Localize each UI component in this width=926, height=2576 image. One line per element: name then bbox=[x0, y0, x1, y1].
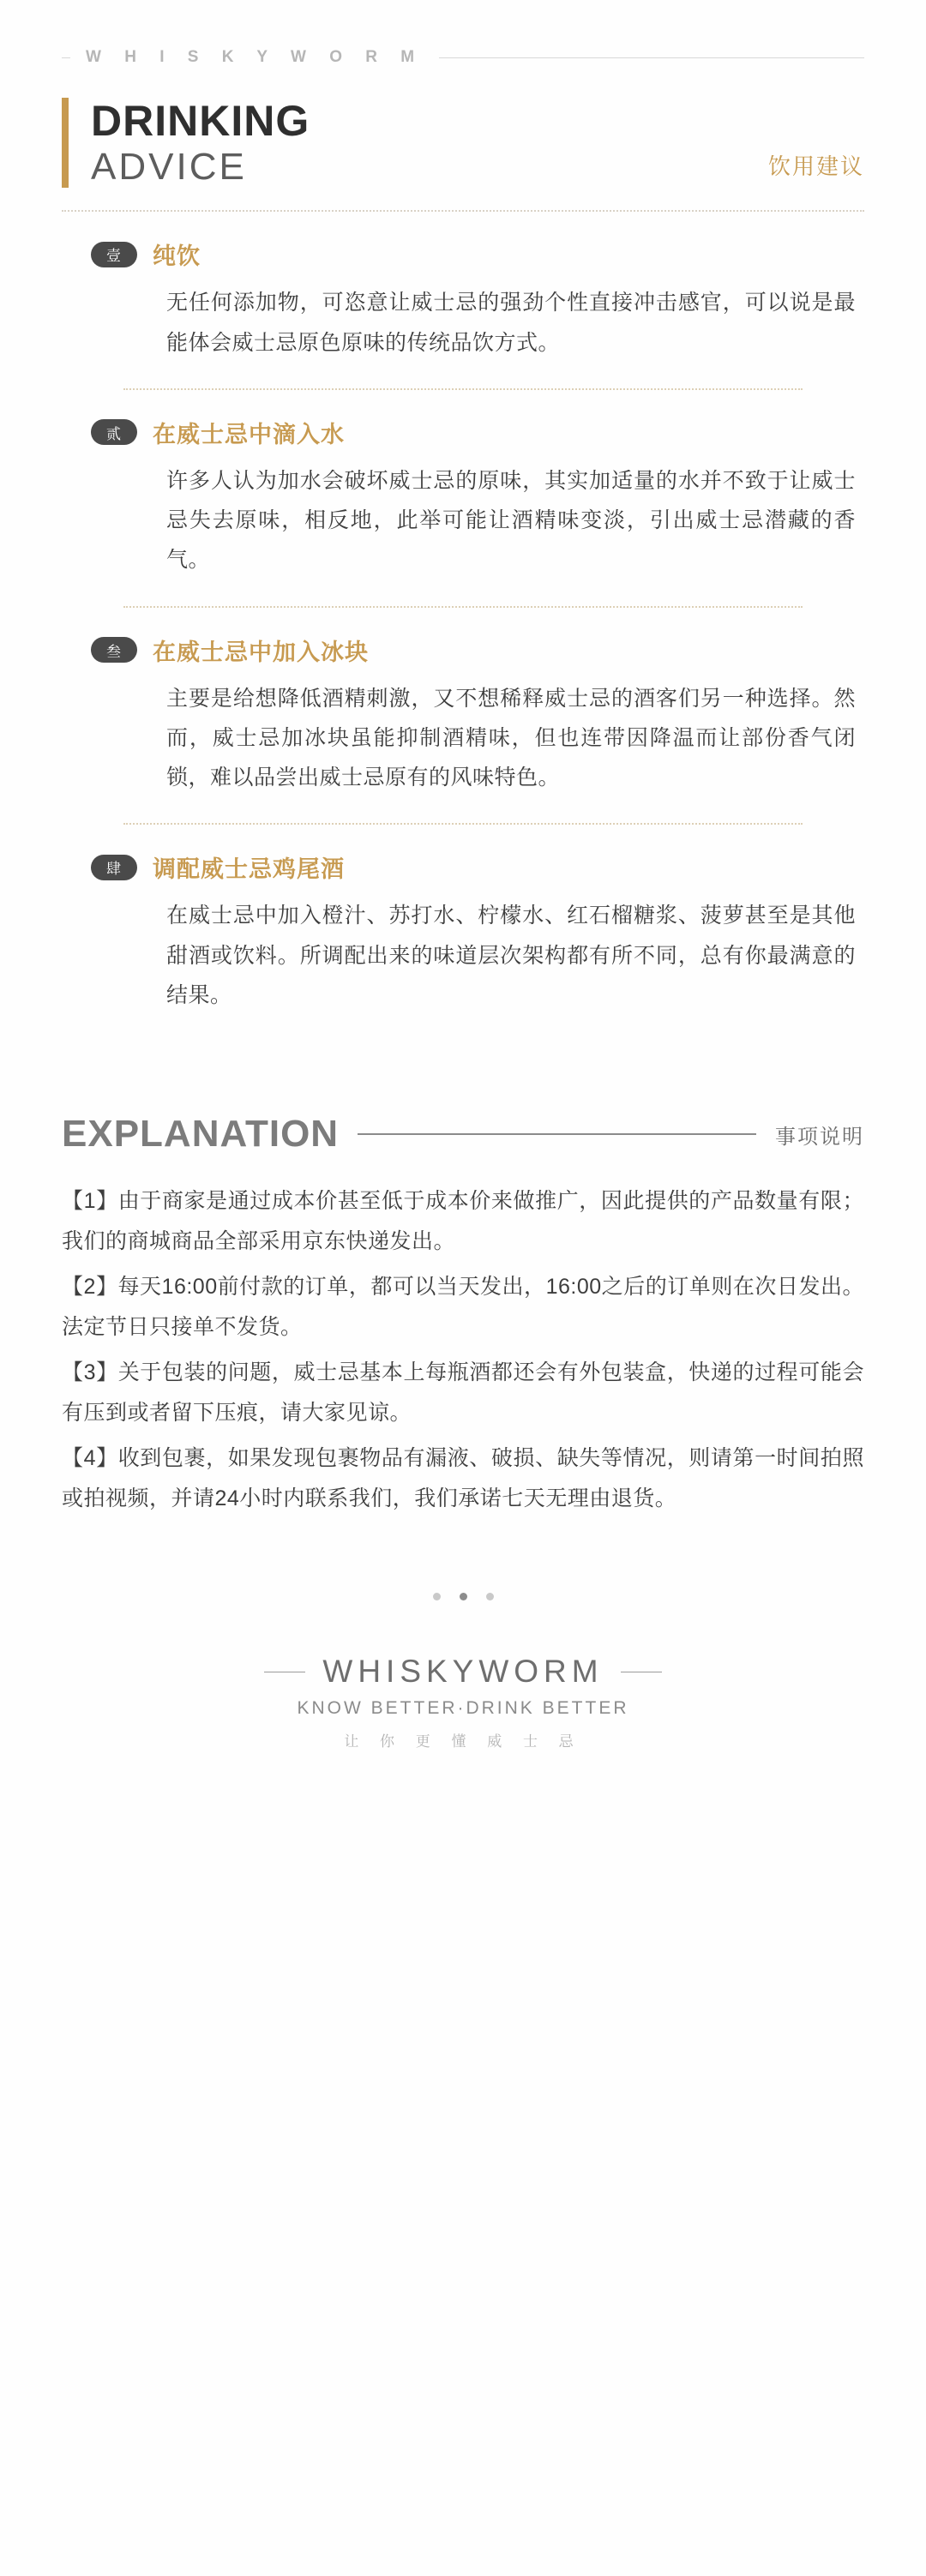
explanation-list bbox=[62, 1181, 864, 1519]
advice-title: 在威士忌中加入冰块 bbox=[153, 639, 369, 665]
footer-brand: WHISKYWORM bbox=[322, 1654, 604, 1690]
page-header bbox=[0, 67, 926, 188]
footer-brand-row bbox=[0, 1654, 926, 1690]
advice-number-badge: 肆 bbox=[91, 855, 137, 880]
explanation-item: 【3】关于包装的问题，威士忌基本上每瓶酒都还会有外包装盒，快递的过程可能会有压到或者留下压痕，请大家见谅。 bbox=[62, 1360, 864, 1426]
explanation-rule bbox=[358, 1133, 756, 1135]
brand-strip-wordmark: W H I S K Y W O R M bbox=[86, 48, 424, 66]
explanation-item: 【2】每天16:00前付款的订单，都可以当天发出，16:00之后的订单则在次日发出。法定节日只接单不发货。 bbox=[62, 1275, 864, 1340]
pager-dot[interactable] bbox=[433, 1593, 441, 1600]
advice-list bbox=[0, 212, 926, 1018]
advice-body: 许多人认为加水会破坏威士忌的原味，其实加适量的水并不致于让威士忌失去原味，相反地，此举可能让酒精味变淡，引出威士忌潜藏的香气。 bbox=[166, 468, 856, 573]
explanation-title: EXPLANATION bbox=[62, 1113, 340, 1156]
advice-body: 在威士忌中加入橙汁、苏打水、柠檬水、红石榴糖浆、菠萝甚至是其他甜酒或饮料。所调配出来的味道层次架构都有所不同，总有你最满意的结果。 bbox=[166, 904, 856, 1007]
advice-number-badge: 贰 bbox=[91, 419, 137, 445]
explanation-item: 【1】由于商家是通过成本价甚至低于成本价来做推广，因此提供的产品数量有限；我们的商城商品全部采用京东快递发出。 bbox=[62, 1189, 864, 1254]
page-title-chinese: 饮用建议 bbox=[767, 153, 864, 180]
brand-strip-rule-left bbox=[62, 57, 70, 58]
explanation-heading bbox=[62, 1113, 864, 1156]
advice-body: 无任何添加物，可恣意让威士忌的强劲个性直接冲击感官，可以说是最能体会威士忌原色原味的传统品饮方式。 bbox=[166, 291, 856, 355]
footer-tagline-chinese: 让 你 更 懂 威 士 忌 bbox=[344, 1733, 582, 1750]
advice-title: 纯饮 bbox=[153, 243, 201, 270]
advice-item bbox=[62, 212, 864, 366]
page-title: DRINKING bbox=[91, 97, 310, 145]
advice-item bbox=[62, 390, 864, 584]
advice-heading bbox=[62, 237, 864, 271]
explanation-title-chinese: 事项说明 bbox=[775, 1125, 864, 1149]
page-footer bbox=[0, 1654, 926, 1802]
page-subtitle: ADVICE bbox=[91, 146, 247, 188]
explanation-section bbox=[0, 1113, 926, 1519]
explanation-item: 【4】收到包裹，如果发现包裹物品有漏液、破损、缺失等情况，则请第一时间拍照或拍视频，并请24小时内联系我们，我们承诺七天无理由退货。 bbox=[62, 1446, 864, 1511]
advice-heading bbox=[62, 633, 864, 667]
brand-strip bbox=[0, 0, 926, 67]
header-titles bbox=[91, 98, 768, 188]
advice-item bbox=[62, 608, 864, 802]
header-accent-bar bbox=[62, 98, 69, 188]
pager-dot[interactable] bbox=[486, 1593, 494, 1600]
advice-body: 主要是给想降低酒精刺激，又不想稀释威士忌的酒客们另一种选择。然而，威士忌加冰块虽能抑制酒精味，但也连带因降温而让部份香气闭锁，难以品尝出威士忌原有的风味特色。 bbox=[166, 686, 856, 790]
advice-heading bbox=[62, 416, 864, 449]
advice-title: 在威士忌中滴入水 bbox=[153, 421, 345, 447]
pager-dots bbox=[0, 1593, 926, 1600]
footer-tagline: KNOW BETTER·DRINK BETTER bbox=[297, 1698, 629, 1719]
advice-number-badge: 叁 bbox=[91, 637, 137, 663]
brand-strip-rule-right bbox=[439, 57, 864, 58]
advice-title: 调配威士忌鸡尾酒 bbox=[153, 856, 345, 883]
pager-dot-active[interactable] bbox=[460, 1593, 467, 1600]
advice-item bbox=[62, 825, 864, 1018]
advice-heading bbox=[62, 850, 864, 884]
advice-number-badge: 壹 bbox=[91, 242, 137, 267]
